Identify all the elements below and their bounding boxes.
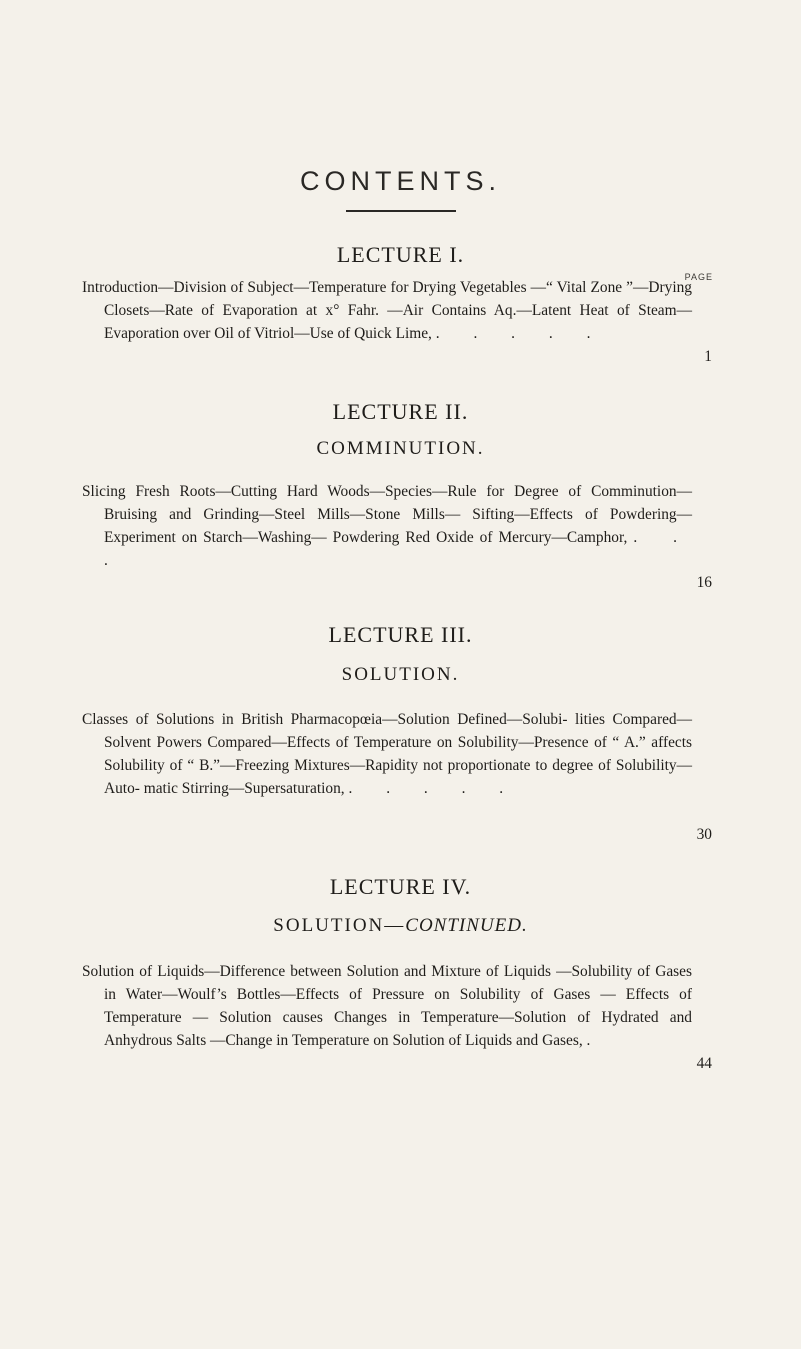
lecture-1-summary: Introduction—Division of Subject—Temperature for Drying Vegetables —“ Vital Zone ”—Drying Closets—Rate of Evaporation at x° Fahr. —Air Contains Aq.—Latent Heat of Steam—Evaporation over Oil of Vitriol—Use of Quick Lime,: [82, 279, 692, 342]
page-column-label: PAGE: [684, 272, 713, 282]
lecture-3-page-number: 30: [696, 826, 712, 843]
lecture-4-subject: [0, 915, 801, 937]
lecture-1-entry: [82, 276, 692, 345]
lecture-4-leaders: .: [586, 1032, 606, 1049]
lecture-3-leaders: . . . . .: [348, 780, 519, 797]
lecture-3-entry: [82, 708, 692, 800]
title-rule: [346, 210, 456, 212]
lecture-2-entry: [82, 480, 692, 572]
lecture-3-subject: SOLUTION.: [341, 664, 460, 685]
lecture-4-subject-main: SOLUTION—: [273, 915, 406, 936]
lecture-1-leaders: . . . . .: [435, 325, 606, 342]
lecture-4-subject-continued: CONTINUED.: [405, 915, 528, 936]
lecture-2-subject: COMMINUTION.: [316, 438, 485, 459]
lecture-4-entry: [82, 960, 692, 1052]
lecture-4-heading: LECTURE IV.: [329, 874, 472, 899]
lecture-2-heading: LECTURE II.: [332, 399, 469, 424]
lecture-4-page-number: 44: [696, 1055, 712, 1072]
lecture-3-heading: LECTURE III.: [328, 622, 473, 647]
lecture-1-heading: LECTURE I.: [336, 242, 465, 267]
lecture-2-page-number: 16: [696, 574, 712, 591]
lecture-1-page-number: 1: [704, 348, 712, 365]
lecture-3-summary: Classes of Solutions in British Pharmacopœia—Solution Defined—Solubi- lities Compared—Solvent Powers Compared—Effects of Temperature on Solubility—Presence of “ A.” affects Solubility of “ B.”—Freezing Mixtures—Rapidity not proportionate to degree of Solubility—Auto- matic Stirring—Supersaturation,: [82, 711, 692, 797]
lecture-2-leaders: . . .: [104, 529, 693, 569]
lecture-4-summary: Solution of Liquids—Difference between Solution and Mixture of Liquids —Solubility of Gases in Water—Woulf’s Bottles—Effects of Pressure on Solubility of Gases — Effects of Temperature — Solution causes Changes in Temperature—Solution of Hydrated and Anhydrous Salts —Change in Temperature on Solution of Liquids and Gases,: [82, 963, 692, 1049]
page-title: CONTENTS.: [299, 166, 501, 196]
lecture-2-summary: Slicing Fresh Roots—Cutting Hard Woods—Species—Rule for Degree of Comminution—Bruising and Grinding—Steel Mills—Stone Mills— Sifting—Effects of Powdering—Experiment on Starch—Washing— Powdering Red Oxide of Mercury—Camphor,: [82, 483, 692, 546]
